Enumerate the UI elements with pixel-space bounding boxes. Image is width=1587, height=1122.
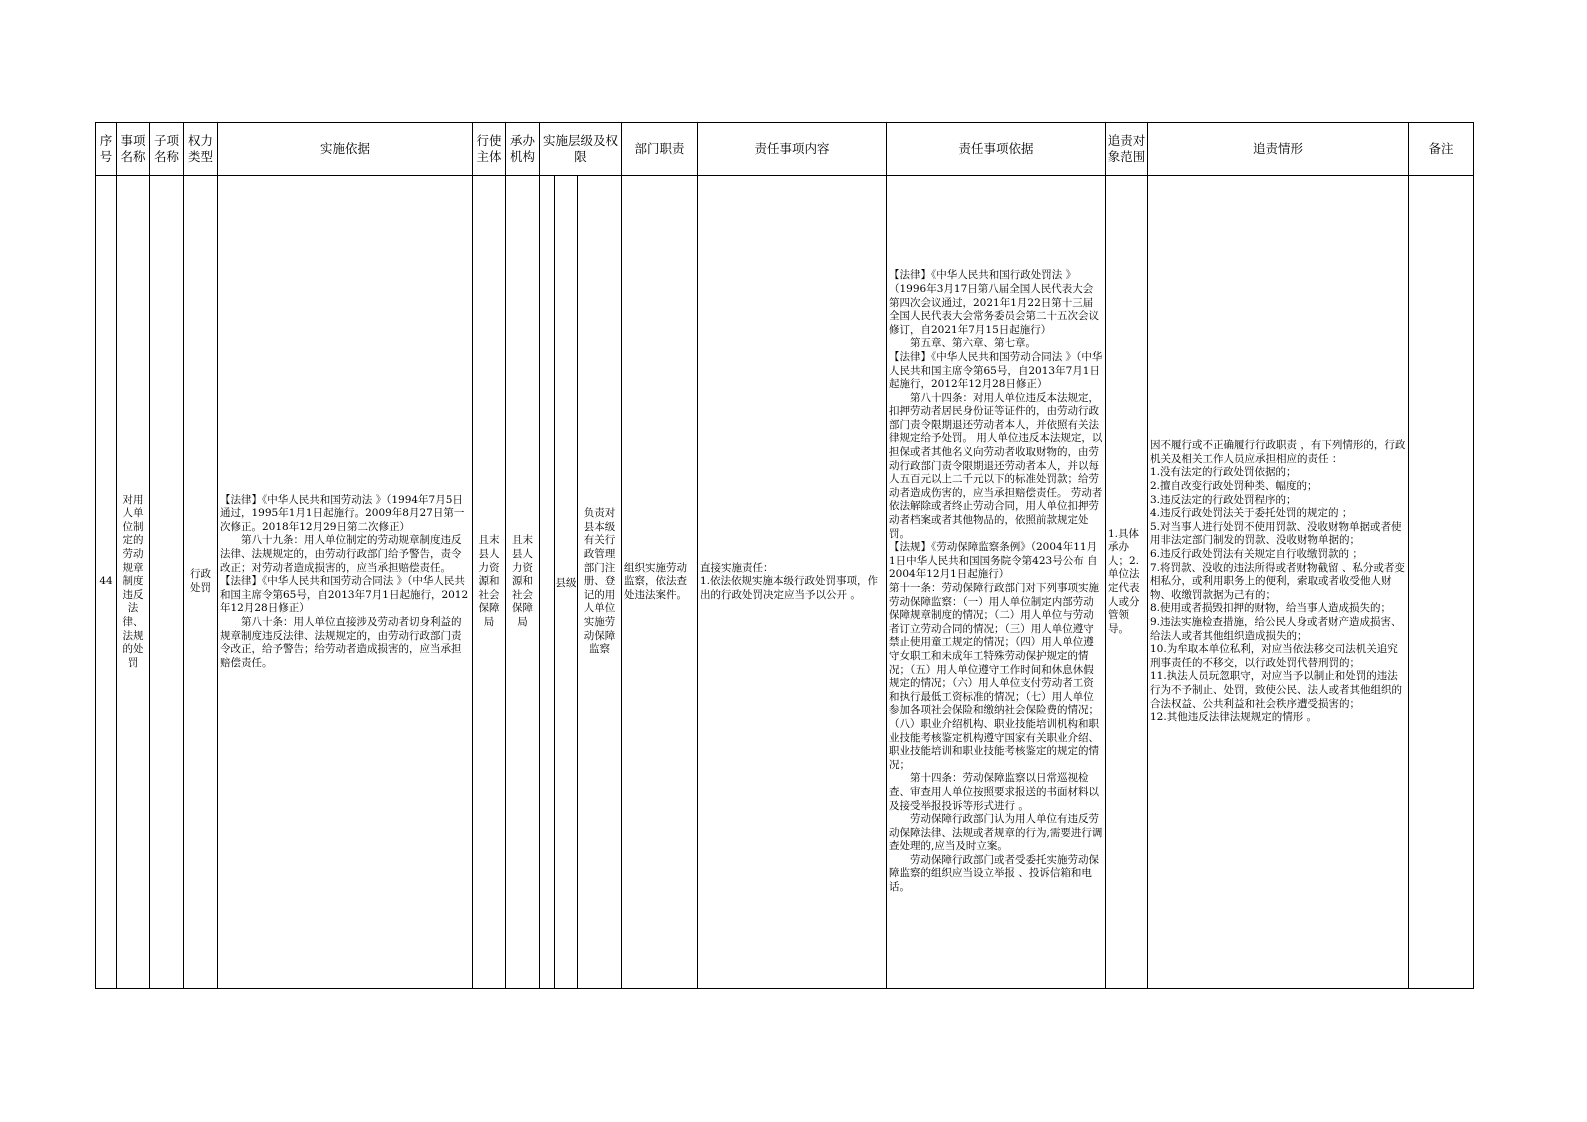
- resp-line: 直接实施责任：: [700, 561, 774, 574]
- cell-item: 对用人单位制定的劳动规章制度违反法律、法规的处罚: [117, 176, 150, 989]
- situation-line: 3.违反法定的行政处罚程序的；: [1150, 493, 1297, 506]
- situation-line: 5.对当事人进行处罚不使用罚款、没收财物单据或者使用非法定部门制发的罚款、没收财物单据的；: [1150, 520, 1402, 547]
- cell-situation: [1148, 176, 1409, 989]
- cell-basis: [218, 176, 473, 989]
- cell-scope: 1.具体承办人；2.单位法定代表人或分管领导。: [1106, 176, 1148, 989]
- basis-paragraphs: [220, 494, 470, 671]
- resp-basis-paragraph: 劳动保障行政部门认为用人单位有违反劳动保障法律、法规或者规章的行为,需要进行调查处理的,应当及时立案。: [889, 813, 1103, 853]
- basis-paragraph: 【法律】《中华人民共和国劳动法 》（1994年7月5日通过，1995年1月1日起施行。2009年8月27日第一次修正。2018年12月29日第二次修正）: [220, 493, 465, 533]
- resp-basis-paragraphs: [889, 269, 1103, 894]
- resp-basis-paragraph: 【法规】《劳动保障监察条例》（2004年11月1日中华人民共和国国务院令第423号公布 自2004年12月1日起施行）: [889, 541, 1098, 581]
- situation-line: 7.将罚款、没收的违法所得或者财物截留 、私分或者变相私分，或利用职务上的便利，索取或者收受他人财物、收缴罚款据为己有的；: [1150, 561, 1405, 601]
- document-sheet: [95, 122, 1473, 989]
- resp-basis-paragraph: 第十四条：劳动保障监察以日常巡视检查、审查用人单位按照要求报送的书面材料以及接受举报投诉等形式进行 。: [889, 772, 1099, 812]
- header-basis: 实施依据: [218, 123, 473, 176]
- basis-paragraph: 第八十条：用人单位直接涉及劳动者切身利益的规章制度违反法律、法规规定的，由劳动行政部门责令改正，给予警告；给劳动者造成损害的，应当承担赔偿责任。: [220, 615, 462, 669]
- header-situation: 追责情形: [1148, 123, 1409, 176]
- level-authority: 负责对县本级有关行政管理部门注册、登记的用人单位实施劳动保障监察: [583, 507, 616, 656]
- resp-lines: [700, 562, 884, 603]
- resp-basis-paragraph: 第十一条：劳动保障行政部门对下列事项实施劳动保障监察：（一）用人单位制定内部劳动保障规章制度的情况；（二）用人单位与劳动者订立劳动合同的情况；（三）用人单位遵守禁止使用童工规定的情况；（四）用人单位遵守女职工和未成年工特殊劳动保护规定的情况；（五）用人单位遵守工作时间和休息休假规定的情况；（六）用人单位支付劳动者工资和执行最低工资标准的情况；（七）用人单位参加各项社会保险和缴纳社会保险费的情况；（八）职业介绍机构、职业技能培训机构和职业技能考核鉴定机构遵守国家有关职业介绍、职业技能培训和职业技能考核鉴定的规定的情况；: [889, 582, 1099, 771]
- situation-line: 9.违法实施检查措施，给公民人身或者财产造成损害、给法人或者其他组织造成损失的；: [1150, 615, 1402, 642]
- situation-line: 6.违反行政处罚法有关规定自行收缴罚款的 ；: [1150, 548, 1363, 561]
- header-resp-basis: 责任事项依据: [887, 123, 1106, 176]
- header-level: 实施层级及权限: [540, 123, 622, 176]
- basis-paragraph: 【法律】《中华人民共和国劳动合同法 》（中华人民共和国主席令第65号，自2013年7月1日起施行，2012年12月28日修正）: [220, 575, 469, 615]
- resp-basis-paragraph: 第八十四条：对用人单位违反本法规定，扣押劳动者居民身份证等证件的，由劳动行政部门责令限期退还劳动者本人，并依照有关法律规定给予处罚。 用人单位违反本法规定，以担保或者其他名义向劳动者收取财物的，由劳动行政部门责令限期退还劳动者本人，并以每人五百元以上二千元以下的标准处罚款；给劳动者造成伤害的，应当承担赔偿责任。 劳动者依法解除或者终止劳动合同，用人单位扣押劳动者档案或者其他物品的，依照前款规定处罚。: [889, 391, 1103, 540]
- cell-duty: 组织实施劳动监察，依法查处违法案件。: [622, 176, 698, 989]
- header-agency: 承办机构: [506, 123, 540, 176]
- situation-line: 8.使用或者损毁扣押的财物，给当事人造成损失的；: [1150, 602, 1392, 615]
- resp-basis-paragraph: 【法律】《中华人民共和国行政处罚法 》（1996年3月17日第八届全国人民代表大会第四次会议通过，2021年1月22日第十三届全国人民代表大会常务委员会第二十五次会议修订，自2021年7月15日起施行）: [889, 269, 1099, 336]
- header-sub: 子项名称: [150, 123, 184, 176]
- level-code: [540, 176, 555, 988]
- cell-agency: 且末县人力资源和社会保障局: [506, 176, 540, 989]
- header-seq: 序号: [96, 123, 117, 176]
- header-remark: 备注: [1409, 123, 1474, 176]
- resp-basis-paragraph: 【法律】《中华人民共和国劳动合同法 》（中华人民共和国主席令第65号，自2013年7月1日起施行，2012年12月28日修正）: [889, 350, 1103, 391]
- cell-type: 行政处罚: [184, 176, 218, 989]
- responsibility-table: [95, 122, 1474, 989]
- situation-line: 因不履行或不正确履行行政职责 ，有下列情形的，行政机关及相关工作人员应承担相应的责任 ：: [1150, 439, 1406, 465]
- level-name: 县级: [555, 176, 578, 988]
- cell-seq: 44: [96, 176, 117, 989]
- header-row: [96, 123, 1474, 176]
- header-duty: 部门职责: [622, 123, 698, 176]
- cell-subject: 且末县人力资源和社会保障局: [473, 176, 506, 989]
- resp-basis-paragraph: 劳动保障行政部门或者受委托实施劳动保障监察的组织应当设立举报 、投诉信箱和电话。: [889, 853, 1099, 894]
- cell-resp-basis: [887, 176, 1106, 989]
- table-row: [96, 176, 1474, 989]
- basis-paragraph: 第八十九条：用人单位制定的劳动规章制度违反法律、法规规定的，由劳动行政部门给予警告，责令改正；对劳动者造成损害的，应当承担赔偿责任。: [220, 534, 462, 574]
- header-scope: 追责对象范围: [1106, 123, 1148, 176]
- header-subject: 行使主体: [473, 123, 506, 176]
- situation-line: 4.违反行政处罚法关于委托处罚的规定的 ；: [1150, 507, 1353, 520]
- header-item: 事项名称: [117, 123, 150, 176]
- resp-basis-paragraph: 第五章、第六章、第七章。: [910, 337, 1036, 350]
- cell-resp: [698, 176, 887, 989]
- situation-line: 12.其他违反法律法规规定的情形 。: [1150, 711, 1318, 724]
- situation-line: 11.执法人员玩忽职守，对应当予以制止和处罚的违法行为不予制止、处罚，致使公民、法人或者其他组织的合法权益、公共利益和社会秩序遭受损害的；: [1150, 670, 1402, 710]
- situation-line: 10.为牟取本单位私利，对应当依法移交司法机关追究刑事责任的不移交，以行政处罚代替刑罚的；: [1150, 643, 1398, 669]
- situation-line: 2.擅自改变行政处罚种类、幅度的；: [1150, 480, 1318, 493]
- resp-line: 1.依法依规实施本级行政处罚事项，作出的行政处罚决定应当予以公开 。: [700, 575, 879, 601]
- situation-lines: [1150, 439, 1406, 724]
- header-resp: 责任事项内容: [698, 123, 887, 176]
- header-type: 权力类型: [184, 123, 218, 176]
- level-split: [540, 176, 621, 988]
- cell-level: [540, 176, 622, 989]
- situation-line: 1.没有法定的行政处罚依据的；: [1150, 466, 1297, 479]
- cell-sub: [150, 176, 184, 989]
- cell-remark: [1409, 176, 1474, 989]
